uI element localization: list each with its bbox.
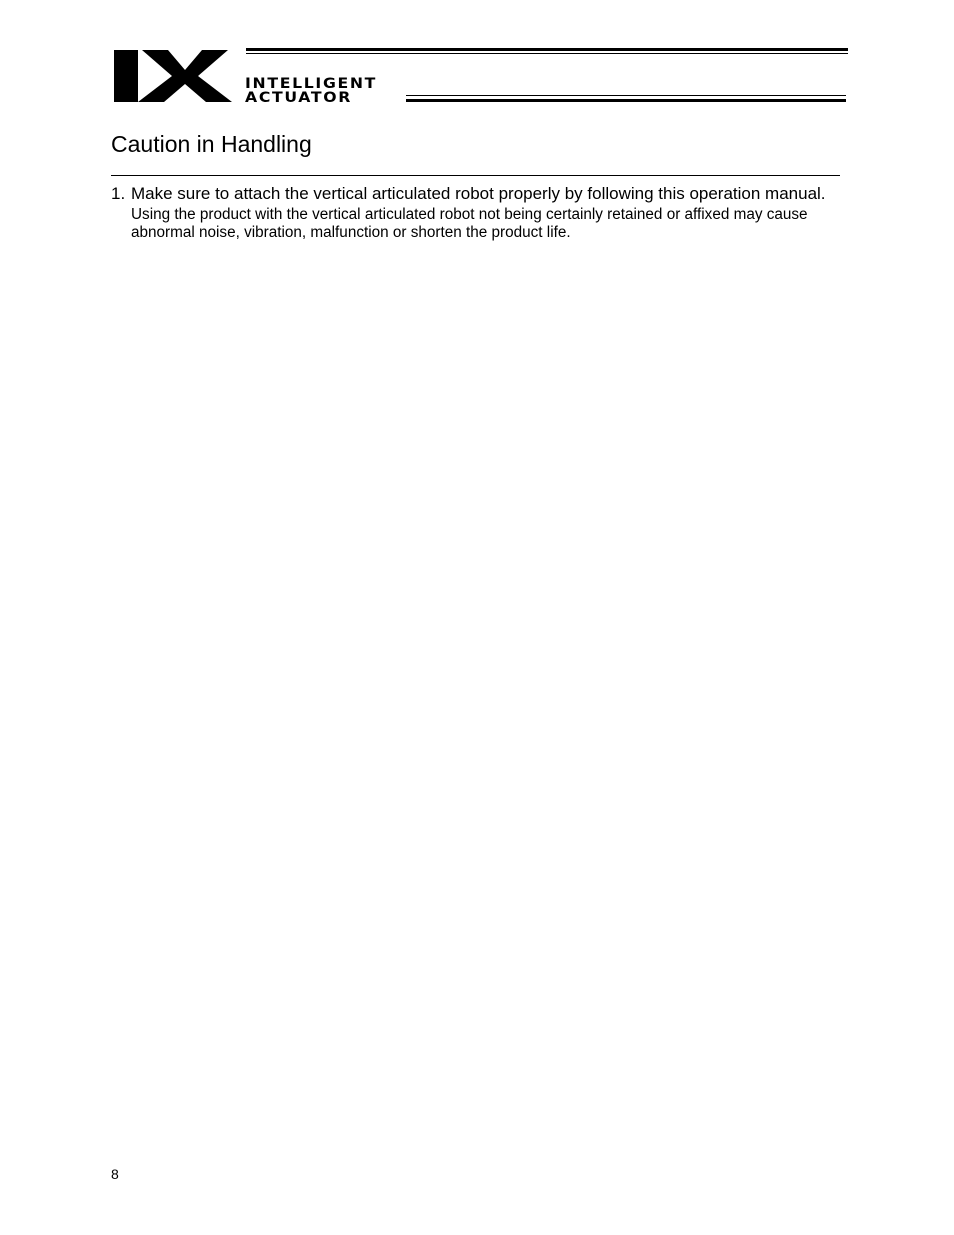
logo-text-actuator: ACTUATOR xyxy=(245,90,353,106)
title-divider xyxy=(111,175,840,176)
page-number: 8 xyxy=(111,1166,119,1182)
caution-item-detail: Using the product with the vertical articulated robot not being certainly retained or affixed may cause abnormal noise, vibration, malfunction or shorten the product life. xyxy=(131,206,808,241)
caution-item-text: Make sure to attach the vertical articulated robot properly by following this operation manual. xyxy=(131,184,826,203)
header-rule-top xyxy=(246,48,848,51)
ix-logo-mark xyxy=(112,46,242,108)
header-rule-bottom xyxy=(406,99,846,102)
header-rule-top-thin xyxy=(246,53,848,54)
logo-text-intelligent: INTELLIGENT xyxy=(245,76,378,92)
caution-item-number: 1. xyxy=(111,184,126,203)
caution-item xyxy=(111,183,846,242)
header-logo xyxy=(112,46,852,108)
header-rule-bottom-thin xyxy=(406,95,846,96)
caution-item-main xyxy=(111,183,846,204)
page-title: Caution in Handling xyxy=(111,131,312,157)
